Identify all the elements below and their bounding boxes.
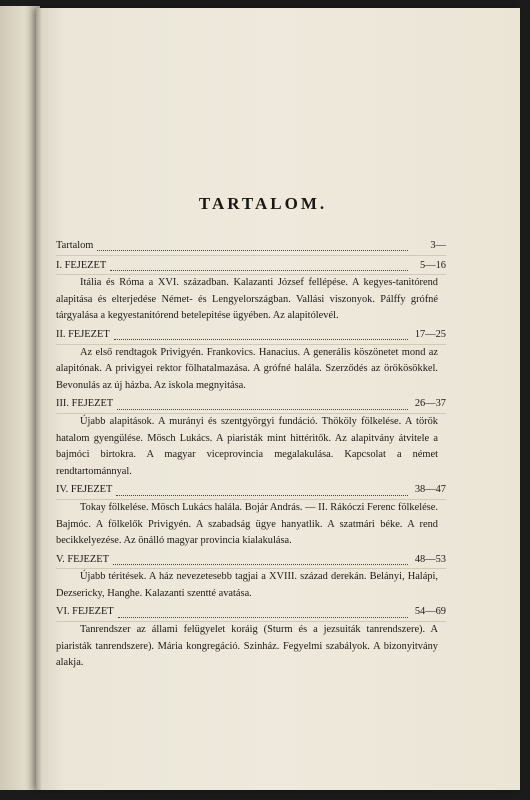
toc-entry <box>56 396 446 480</box>
toc-entry-label: I. FEJEZET <box>56 259 107 271</box>
chapter-summary: Újabb alapitások. A murányi és szentgyörgyi fundáció. Thököly fölkelése. A török hatalom gyengülése. Mösch Lukács. A piaristák mint hittéritők. Az alapitvány átvitele a bajmóci birtokra. A magyar viceprovincia megalakulása. Kapcsolat a német rendtartománnyal. <box>56 415 438 477</box>
chapter-summary: Tanrendszer az állami felügyelet koráig (Sturm és a jezsuiták tanrendszere). A piaristák tanrendszere). Mária kongregáció. Szinház. Fegyelmi szabályok. A bizonyitvány alakja. <box>56 624 438 669</box>
toc-entry-pages: 17—25 <box>414 328 446 340</box>
toc-entry <box>56 604 446 671</box>
toc-entry-label: III. FEJEZET <box>56 398 114 410</box>
chapter-summary: Tokay fölkelése. Mösch Lukács halála. Bojár András. — II. Rákóczi Ferenc fölkelése. Bajmóc. A fölkelők Privigyén. A szabadság ügye hanyatlik. A szatmári béke. A rend becikkelyezése. Az önálló magyar provincia kialakulása. <box>56 501 438 547</box>
toc-entry-pages: 26—37 <box>414 398 446 410</box>
toc-entry-line <box>56 258 446 275</box>
toc-entry-line <box>56 327 446 344</box>
previous-page-edge <box>0 6 40 790</box>
toc-entry <box>56 482 446 549</box>
toc-entry <box>56 238 446 258</box>
chapter-summary: Újabb téritések. A ház nevezetesebb tagjai a XVIII. század derekán. Belányi, Halápi, Dezsericky, Hanghe. Kalazanti szentté avatása. <box>56 571 438 599</box>
page-title: TARTALOM. <box>198 194 328 213</box>
toc-entry-label: II. FEJEZET <box>56 328 110 340</box>
toc-entry-line <box>56 552 446 569</box>
toc-entry <box>56 327 446 394</box>
toc-entry-pages: 48—53 <box>414 553 446 565</box>
toc-entry-label: VI. FEJEZET <box>56 606 114 618</box>
toc-entry-label: IV. FEJEZET <box>56 484 113 496</box>
chapter-summary: Az első rendtagok Privigyén. Frankovics. Hanacius. A generális köszönetet mond az alapitónak. A privigyei rektor fölhatalmazása. A grófné halála. Szerződés az örökösökkel. Bevonulás az új házba. Az iskola megnyitása. <box>56 346 438 391</box>
toc-entry-line <box>56 482 446 499</box>
dot-leader <box>117 408 408 410</box>
table-of-contents <box>56 238 446 674</box>
page-spine-shadow <box>36 8 42 790</box>
toc-entry-pages: 5—16 <box>420 259 446 271</box>
book-page <box>36 8 520 790</box>
toc-entry-label: V. FEJEZET <box>56 553 109 565</box>
dot-leader <box>113 563 408 565</box>
toc-entry <box>56 552 446 603</box>
toc-entry-pages: 3— <box>430 240 446 251</box>
dot-leader <box>110 269 408 271</box>
chapter-summary: Itália és Róma a XVI. században. Kalazanti József fellépése. A kegyes-tanitórend alapitása és elterjedése Német- és Lengyelországban. Vallási viszonyok. Pálffy grófné tárgyalása a kegyestanitórend betelepitése ügyében. Az alapitólevél. <box>56 277 438 322</box>
dot-leader <box>118 616 408 618</box>
toc-entry <box>56 258 446 325</box>
dot-leader <box>97 249 408 251</box>
toc-entry-pages: 38—47 <box>414 484 446 496</box>
toc-entry-line <box>56 238 446 255</box>
dot-leader <box>116 494 408 496</box>
toc-entry-pages: 54—69 <box>414 606 446 618</box>
toc-entry-label: Tartalom <box>56 240 94 251</box>
toc-entry-line <box>56 604 446 621</box>
dot-leader <box>114 338 408 340</box>
toc-entry-line <box>56 396 446 413</box>
